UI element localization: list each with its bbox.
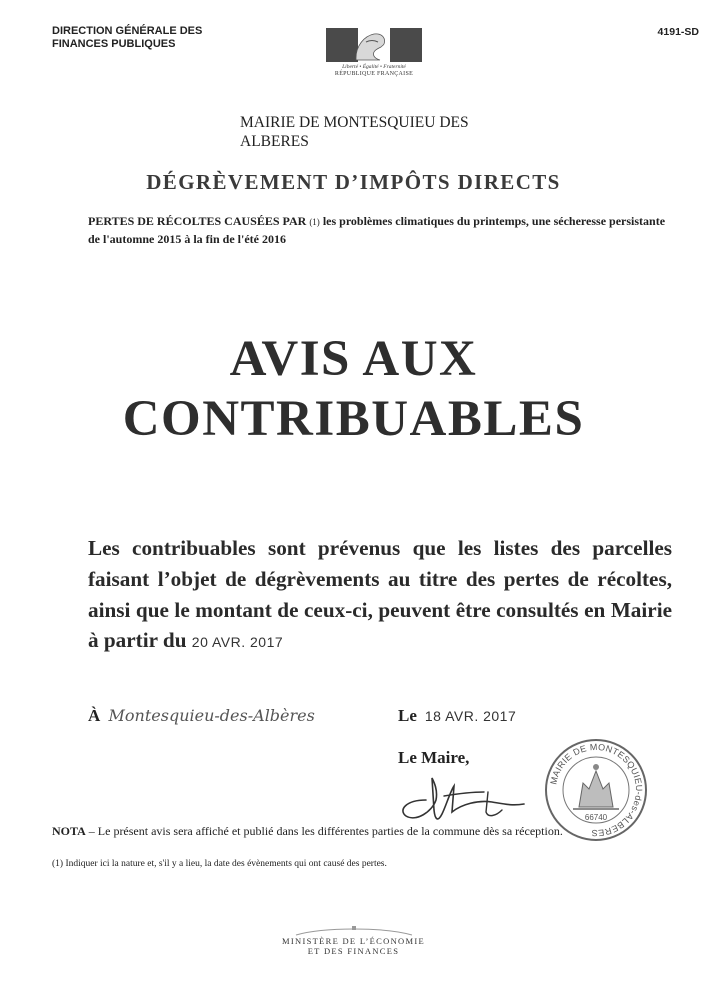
mairie-line-2: ALBERES	[240, 133, 309, 150]
date-prefix: Le	[398, 706, 417, 725]
place-prefix: À	[88, 706, 101, 725]
form-number: 4191-SD	[657, 26, 699, 38]
mayor-signature	[392, 770, 542, 828]
seal-postcode: 66740	[584, 813, 608, 822]
republique-francaise-logo	[322, 28, 426, 86]
date-line	[398, 706, 516, 726]
notice-date-stamp: 20 AVR. 2017	[191, 634, 284, 651]
ministry-line-2: ET DES FINANCES	[307, 946, 400, 956]
mairie-name	[240, 113, 540, 151]
marianne-flag-icon	[326, 28, 422, 62]
issuing-authority	[52, 25, 252, 51]
notice-body	[88, 533, 672, 658]
nota-label: NOTA	[52, 824, 86, 838]
footnote: (1) Indiquer ici la nature et, s'il y a lieu, la date des évènements qui ont causé des pertes.	[52, 859, 387, 869]
place-handwritten: Montesquieu-des-Albères	[108, 706, 315, 725]
mairie-line-1: MAIRIE DE MONTESQUIEU DES	[240, 114, 469, 131]
headline-line-1: AVIS AUX	[229, 331, 478, 387]
ministry-emblem-icon	[294, 926, 414, 936]
subtitle-lead: PERTES DE RÉCOLTES CAUSÉES PAR	[88, 214, 307, 228]
signatory: Le Maire,	[398, 748, 470, 767]
ministry-footer	[0, 926, 707, 956]
headline-line-2: CONTRIBUABLES	[122, 391, 585, 447]
nota-text: – Le présent avis sera affiché et publié dans les différentes parties de la commune dès sa réception.	[85, 824, 563, 838]
document-title: DÉGRÈVEMENT D’IMPÔTS DIRECTS	[146, 170, 561, 194]
ministry-line-1: MINISTÈRE DE L’ÉCONOMIE	[282, 936, 425, 946]
logo-republic: RÉPUBLIQUE FRANÇAISE	[334, 71, 414, 77]
notice-body-text: Les contribuables sont prévenus que les listes des parcelles faisant l’objet de dégrèvements au titre des pertes de récoltes, ainsi que le montant de ceux-ci, peuvent être consultés en Mairie à partir du	[88, 536, 672, 653]
subtitle	[88, 213, 678, 248]
logo-motto: Liberté • Égalité • Fraternité	[342, 64, 406, 70]
org-line-1: DIRECTION GÉNÉRALE DES	[52, 25, 203, 37]
seal-text: MAIRIE DE MONTESQUIEU-des-ALBERES	[548, 741, 645, 839]
headline	[0, 329, 707, 449]
subtitle-rest: les problèmes climatiques du printemps, une sécheresse persistante de l'automne 2015 à la fin de l'été 2016	[88, 214, 666, 246]
date-stamp: 18 AVR. 2017	[424, 708, 517, 724]
place-line	[88, 706, 315, 726]
nota	[52, 824, 692, 839]
subtitle-note-ref: (1)	[309, 217, 320, 227]
org-line-2: FINANCES PUBLIQUES	[52, 38, 176, 50]
